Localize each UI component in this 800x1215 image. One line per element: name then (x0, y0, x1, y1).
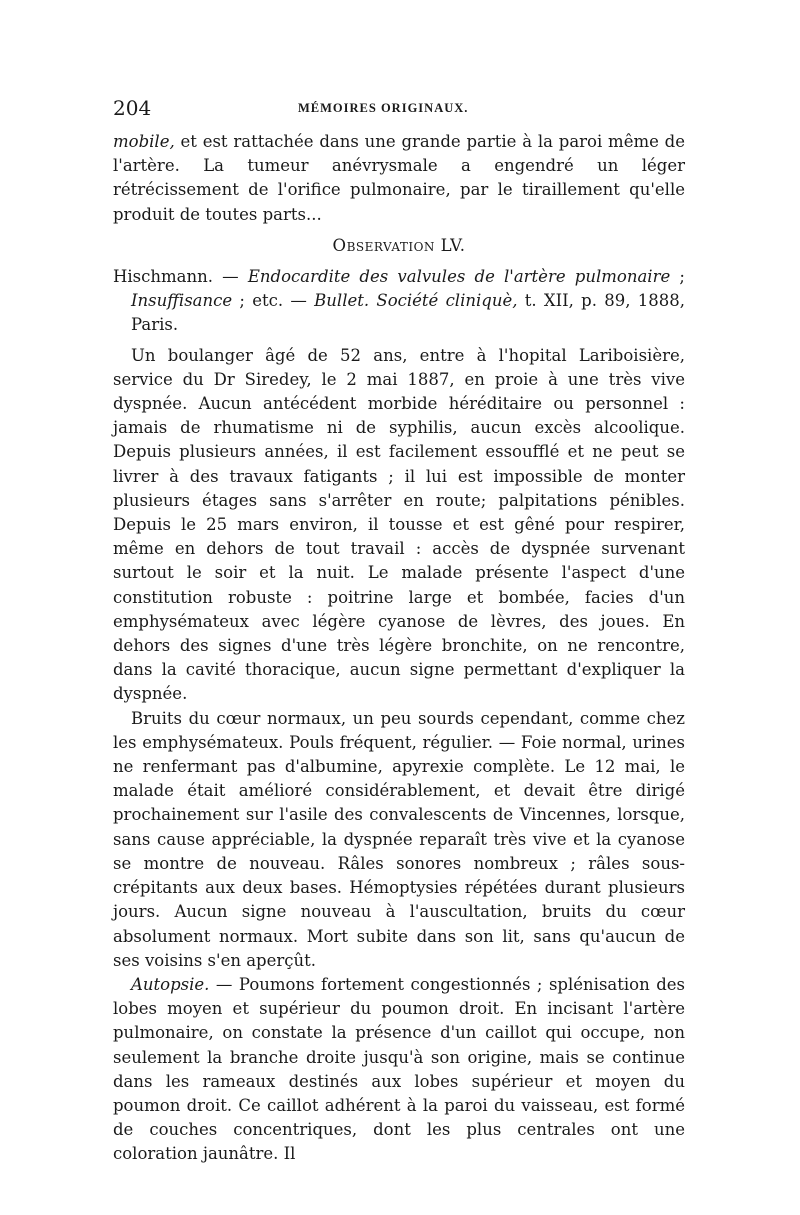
biblio-title: Endocardite des valvules de l'artère pulmonaire (247, 267, 671, 287)
biblio-separator: ; (670, 267, 685, 287)
bibliographic-reference (113, 265, 685, 338)
paragraph-text: et est rattachée dans une grande partie à la paroi même de l'artère. La tumeur anévrysmale a engendré un léger rétrécissement de l'orifice pulmonaire, par le tiraillement qu'elle produit de toutes parts... (113, 132, 685, 224)
page-number: 204 (113, 96, 152, 120)
autopsy-heading: Autopsie. (131, 974, 210, 994)
observation-title: Observation LV. (332, 235, 466, 255)
paragraph-case-history: Un boulanger âgé de 52 ans, entre à l'hopital Lariboisière, service du Dr Siredey, le 2 mai 1887, en proie à une très vive dyspnée. Aucun antécédent morbide héréditaire ou personnel : jamais de rhumatisme ni de syphilis, aucun excès alcoolique. Depuis plusieurs années, il est facilement essoufflé et ne peut se livrer à des travaux fatigants ; il lui est impossible de monter plusieurs étages sans s'arrêter en route; palpitations pénibles. Depuis le 25 mars environ, il tousse et est gêné pour respirer, même en dehors de tout travail : accès de dyspnée survenant surtout le soir et la nuit. Le malade présente l'aspect d'une constitution robuste : poitrine large et bombée, facies d'un emphysémateux avec légère cyanose de lèvres, des joues. En dehors des signes d'une très légère bronchite, on ne rencontre, dans la cavité thoracique, aucun signe permettant d'expliquer la dyspnée. (113, 345, 685, 704)
paragraph-autopsy (113, 973, 685, 1167)
body-text (113, 130, 685, 1167)
page-header (113, 96, 683, 126)
paragraph-continuation (113, 130, 685, 227)
biblio-separator-2: ; etc. — (232, 291, 315, 311)
biblio-insufficiency: Insuffisance (131, 291, 233, 311)
italic-word: mobile, (113, 132, 175, 151)
biblio-journal: Bullet. Société cliniquè, (314, 291, 518, 311)
biblio-author: Hischmann. — (113, 267, 248, 287)
paragraph-clinical-course: Bruits du cœur normaux, un peu sourds cependant, comme chez les emphysémateux. Pouls fréquent, régulier. — Foie normal, urines ne renfermant pas d'albumine, apyrexie complète. Le 12 mai, le malade était amélioré considérablement, et devait être dirigé prochainement sur l'asile des convalescents de Vincennes, lorsque, sans cause appréciable, la dyspnée reparaît très vive et la cyanose se montre de nouveau. Râles sonores nombreux ; râles sous-crépitants aux deux bases. Hémoptysies répétées durant plusieurs jours. Aucun signe nouveau à l'auscultation, bruits du cœur absolument normaux. Mort subite dans son lit, sans qu'aucun de ses voisins s'en aperçût. (113, 708, 685, 970)
biblio-details: t. XII, p. 89, 1888, Paris. (131, 291, 685, 335)
running-head: MÉMOIRES ORIGINAUX. (298, 101, 469, 115)
autopsy-text: — Poumons fortement congestionnés ; splénisation des lobes moyen et supérieur du poumon droit. En incisant l'artère pulmonaire, on constate la présence d'un caillot qui occupe, non seulement la branche droite jusqu'à son origine, mais se continue dans les rameaux destinés aux lobes supérieur et moyen du poumon droit. Ce caillot adhérent à la paroi du vaisseau, est formé de couches concentriques, dont les plus centrales ont une coloration jaunâtre. Il (113, 974, 685, 1164)
